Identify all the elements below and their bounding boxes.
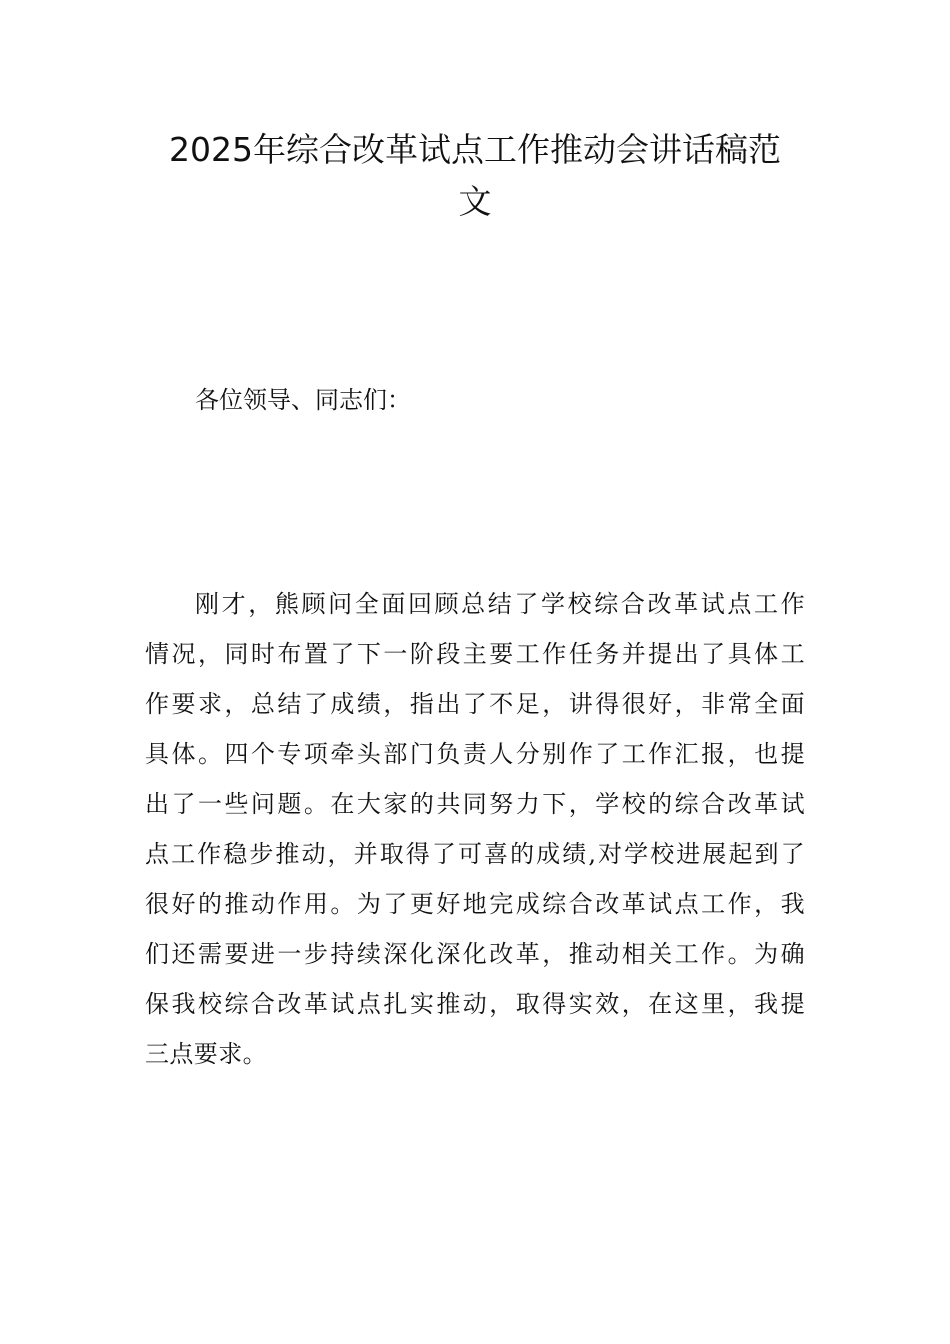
document-title — [145, 124, 805, 228]
paragraph-line: 保我校综合改革试点扎实推动，取得实效，在这里，我提 — [145, 990, 805, 1018]
paragraph-line: 出了一些问题。在大家的共同努力下，学校的综合改革试 — [145, 790, 805, 818]
paragraph-line: 点工作稳步推动，并取得了可喜的成绩,对学校进展起到了 — [145, 840, 805, 868]
paragraph-line: 作要求，总结了成绩，指出了不足，讲得很好，非常全面 — [145, 690, 805, 718]
paragraph-line: 三点要求。 — [145, 1040, 267, 1068]
paragraph-line: 情况，同时布置了下一阶段主要工作任务并提出了具体工 — [145, 640, 805, 668]
paragraph-line: 们还需要进一步持续深化深化改革，推动相关工作。为确 — [145, 940, 805, 968]
salutation: 各位领导、同志们： — [195, 386, 411, 414]
title-line-2: 文 — [458, 182, 492, 221]
paragraph-line: 具体。四个专项牵头部门负责人分别作了工作汇报，也提 — [145, 740, 805, 768]
paragraph-line: 刚才，熊顾问全面回顾总结了学校综合改革试点工作 — [195, 590, 805, 618]
paragraph-line: 很好的推动作用。为了更好地完成综合改革试点工作，我 — [145, 890, 805, 918]
body-paragraph — [145, 579, 805, 1079]
title-line-1: 2025年综合改革试点工作推动会讲话稿范 — [169, 130, 781, 169]
